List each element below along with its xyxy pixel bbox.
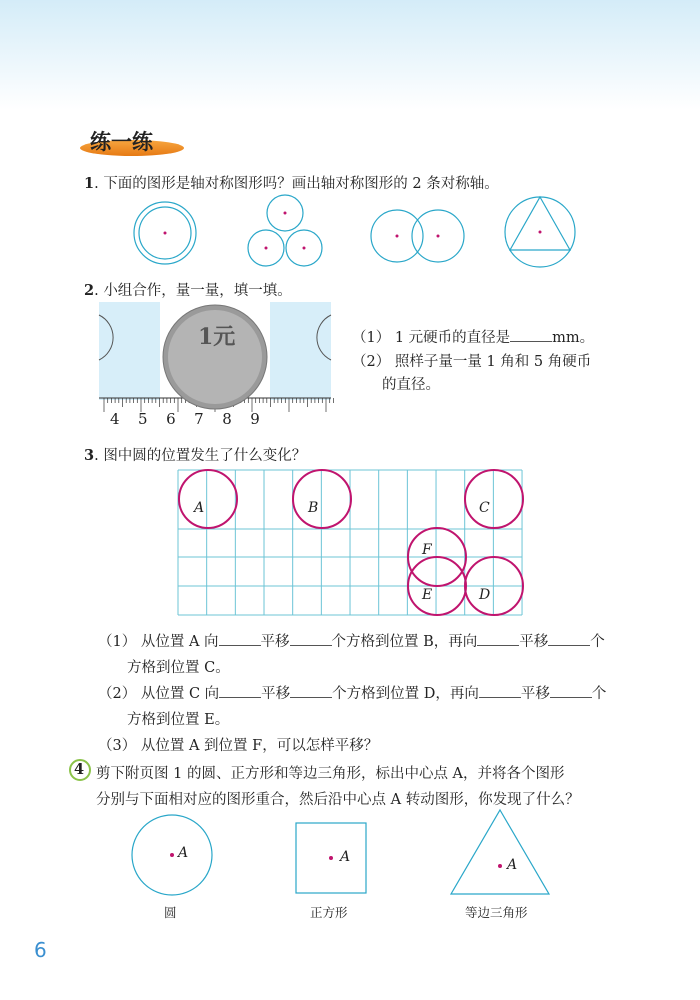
q-number: 1 xyxy=(84,175,95,192)
q2-prompt: 小组合作，量一量，填一填。 xyxy=(103,283,292,299)
circle-center-label: A xyxy=(178,845,189,861)
q4-triangle xyxy=(451,810,549,894)
q-number: 3 xyxy=(84,447,95,464)
q1-text: 1. 下面的图形是轴对称图形吗？画出轴对称图形的 2 条对称轴。 xyxy=(84,175,499,192)
text: 个方格到位置 B，再向 xyxy=(331,634,478,650)
q4-number: 4 xyxy=(74,761,85,778)
q2-part1 xyxy=(352,326,594,347)
page-number: 6 xyxy=(34,938,47,962)
q3-part2-cont: 方格到位置 E。 xyxy=(127,712,230,728)
tick-label: 5 xyxy=(138,410,148,428)
tick-label: 6 xyxy=(166,410,176,428)
label-E: E xyxy=(422,587,433,603)
q3-part2 xyxy=(98,682,606,703)
q1-prompt: 下面的图形是轴对称图形吗？画出轴对称图形的 2 条对称轴。 xyxy=(103,176,499,192)
q2-part2-cont: 的直径。 xyxy=(382,377,440,393)
text: 平移 xyxy=(519,634,549,650)
q3-part1-cont: 方格到位置 C。 xyxy=(127,660,230,676)
circle-B xyxy=(293,470,351,528)
text: （2） 从位置 C 向 xyxy=(98,686,220,702)
q2-text: 2. 小组合作，量一量，填一填。 xyxy=(84,282,292,299)
answer-blank[interactable] xyxy=(510,329,552,342)
answer-blank[interactable] xyxy=(290,685,332,698)
tick-label: 7 xyxy=(194,410,204,428)
q3-prompt: 图中圆的位置发生了什么变化？ xyxy=(103,448,307,464)
tick-label: 9 xyxy=(250,410,260,428)
answer-blank[interactable] xyxy=(219,685,261,698)
label-C: C xyxy=(479,500,490,516)
text: （1） 从位置 A 向 xyxy=(98,634,219,650)
text: 个 xyxy=(591,686,607,702)
q4-line2: 分别与下面相对应的图形重合，然后沿中心点 A 转动图形，你发现了什么？ xyxy=(96,792,580,808)
q-number: 2 xyxy=(84,282,95,299)
square-center-label: A xyxy=(340,849,351,865)
label-B: B xyxy=(308,500,319,516)
tick-label: 8 xyxy=(222,410,232,428)
text: mm。 xyxy=(552,330,595,346)
q2-part2: （2） 照样子量一量 1 角和 5 角硬币 xyxy=(352,354,592,370)
text: 个方格到位置 D，再向 xyxy=(332,686,479,702)
q3-part1 xyxy=(98,630,605,651)
text: 平移 xyxy=(520,686,550,702)
triangle-center-label: A xyxy=(507,857,518,873)
text: （1） 1 元硬币的直径是 xyxy=(352,330,511,346)
label-D: D xyxy=(479,587,491,603)
circle-A xyxy=(179,470,237,528)
text: 平移 xyxy=(260,634,290,650)
section-title: 练一练 xyxy=(90,130,153,154)
label-A: A xyxy=(194,500,205,516)
caption-square: 正方形 xyxy=(310,905,348,920)
tick-label: 4 xyxy=(110,410,120,428)
q3-part3: （3） 从位置 A 到位置 F，可以怎样平移？ xyxy=(98,738,379,754)
q1-triangle xyxy=(510,197,570,250)
answer-blank[interactable] xyxy=(479,685,521,698)
q4-line1: 剪下附页图 1 的圆、正方形和等边三角形，标出中心点 A，并将各个图形 xyxy=(96,766,565,782)
q3-text: 3. 图中圆的位置发生了什么变化？ xyxy=(84,447,307,464)
answer-blank[interactable] xyxy=(550,685,592,698)
answer-blank[interactable] xyxy=(290,633,332,646)
label-F: F xyxy=(422,542,432,558)
text: 平移 xyxy=(261,686,291,702)
coin-label: 1元 xyxy=(198,324,236,350)
answer-blank[interactable] xyxy=(219,633,261,646)
caption-triangle: 等边三角形 xyxy=(465,905,528,920)
ruler-labels xyxy=(110,410,340,428)
answer-blank[interactable] xyxy=(477,633,519,646)
text: 个 xyxy=(590,634,605,650)
circle-C xyxy=(465,470,523,528)
answer-blank[interactable] xyxy=(548,633,590,646)
caption-circle: 圆 xyxy=(164,905,177,920)
